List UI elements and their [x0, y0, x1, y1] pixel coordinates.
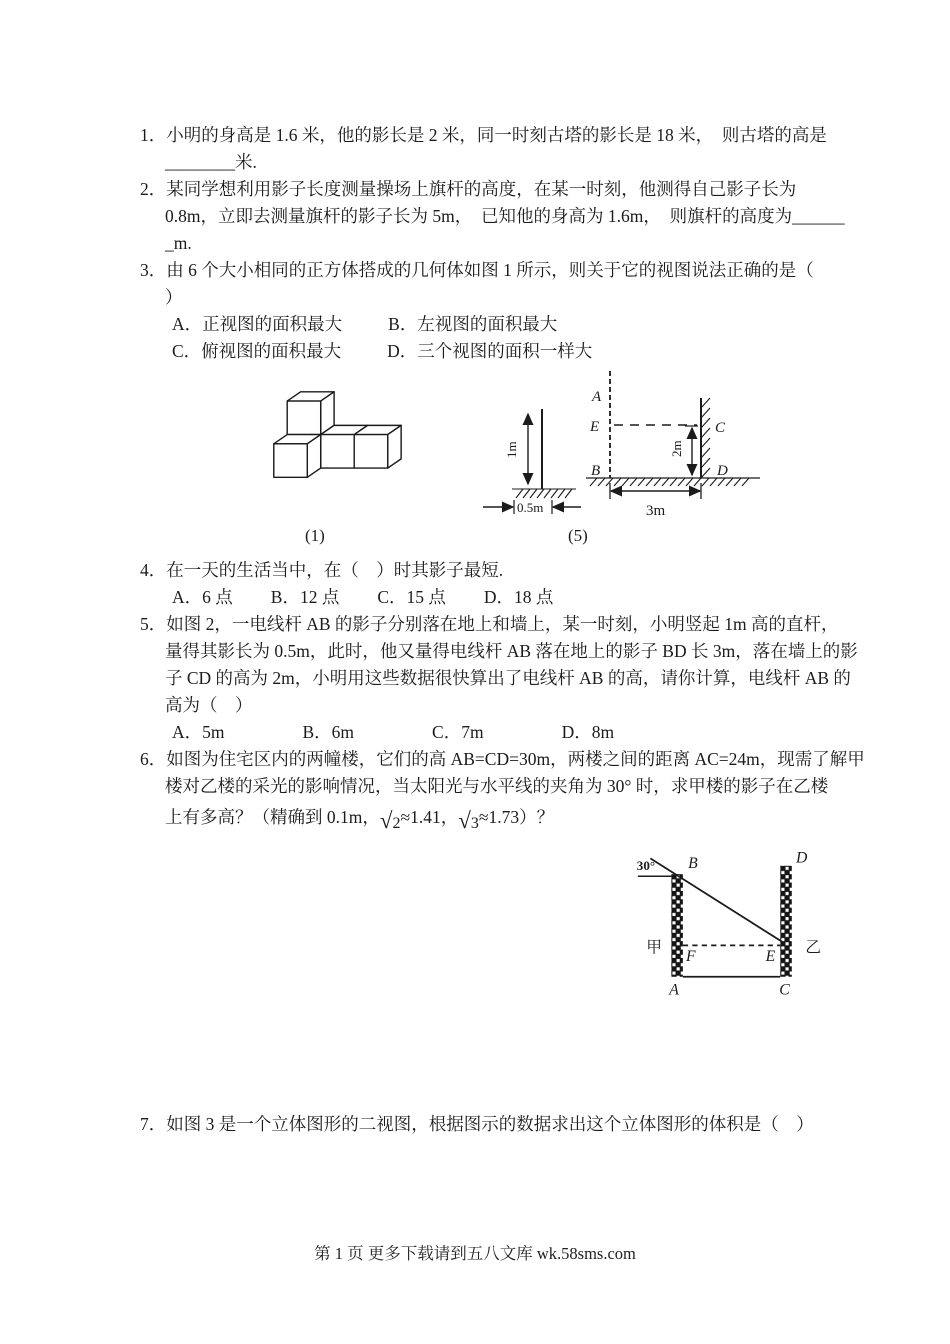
wall-span-label: 3m	[646, 503, 666, 519]
worksheet-content	[140, 122, 865, 1138]
question-5-line-1: 5．如图 2，一电线杆 AB 的影子分别落在地上和墙上，某一时刻，小明竖起 1m 高的直杆，	[140, 614, 839, 634]
radical-sign: √	[379, 808, 393, 833]
sun-angle-label: 30°	[636, 857, 656, 873]
sqrt-3: √3	[458, 808, 479, 833]
question-5-line-2: 量得其影长为 0.5m，此时，他又量得电线杆 AB 落在地上的影子 BD 长 3m，落在墙上的影	[165, 641, 858, 661]
option-a: A．正视图的面积最大	[172, 314, 343, 334]
option-b: B．12 点	[270, 587, 340, 607]
question-6-line-2: 楼对乙楼的采光的影响情况，当太阳光与水平线的夹角为 30° 时，求甲楼的影子在乙楼	[165, 776, 829, 796]
option-c: C．俯视图的面积最大	[172, 341, 342, 361]
question-6	[140, 746, 865, 1111]
question-5-options	[172, 719, 860, 746]
question-5-line-4: 高为（ ）	[165, 695, 253, 715]
radical-sign: √	[458, 808, 471, 833]
label-E: E	[590, 419, 600, 435]
question-1-line-1: 1．小明的身高是 1.6 米，他的影长是 2 米，同一时刻古塔的影长是 18 米， 则古塔的高是	[140, 125, 827, 145]
figure-5-caption: (5)	[568, 526, 588, 545]
question-4-line-1: 4．在一天的生活当中，在（ ）时其影子最短.	[140, 560, 504, 580]
sqrt-2: √2	[379, 808, 401, 833]
question-5-line-3: 子 CD 的高为 2m，小明用这些数据很快算出了电线杆 AB 的高，请你计算，电线杆 AB 的	[165, 668, 851, 688]
question-3-line-1: 3．由 6 个大小相同的正方体搭成的几何体如图 1 所示，则关于它的视图说法正确的是（	[140, 260, 814, 280]
option-a: A．5m	[172, 722, 225, 742]
question-3-line-2: ）	[165, 287, 183, 307]
question-5	[140, 611, 860, 746]
question-3	[140, 257, 860, 365]
label-yi: 乙	[805, 939, 822, 957]
question-1-line-2: ________米.	[165, 152, 257, 172]
question-3-options-row-1	[172, 311, 860, 338]
option-d: D．8m	[561, 722, 615, 742]
question-1	[140, 122, 860, 176]
stick-height-label: 1m	[504, 441, 519, 458]
label-D: D	[795, 849, 808, 867]
label-jia: 甲	[646, 939, 662, 957]
wall-height-label: 2m	[669, 440, 684, 457]
question-2-line-3: _m.	[165, 233, 192, 253]
label-A: A	[592, 389, 602, 405]
label-D: D	[717, 463, 728, 479]
label-C: C	[779, 981, 790, 999]
figure-1-caption: (1)	[305, 526, 325, 545]
label-E: E	[765, 948, 776, 966]
question-6-line-3-text: 上有多高？（精确到 0.1m，	[165, 807, 380, 827]
option-c: C．15 点	[377, 587, 446, 607]
label-A: A	[669, 981, 679, 999]
cube-solid-figure	[252, 389, 407, 517]
option-d: D．18 点	[483, 587, 554, 607]
building-yi	[780, 866, 792, 977]
page-footer: 第 1 页 更多下载请到五八文库 wk.58sms.com	[314, 1244, 636, 1263]
pole-wall-figure	[580, 365, 795, 523]
question-2-line-1: 2．某同学想利用影子长度测量操场上旗杆的高度，在某一时刻，他测得自己影子长为	[140, 179, 797, 199]
question-2	[140, 176, 860, 257]
question-4	[140, 557, 860, 611]
option-b: B．左视图的面积最大	[388, 314, 558, 334]
option-d: D．三个视图的面积一样大	[387, 341, 593, 361]
figures-row	[140, 365, 860, 557]
option-a: A．6 点	[172, 587, 233, 607]
two-buildings-figure	[625, 849, 835, 1004]
stick-shadow-label: 0.5m	[517, 500, 544, 515]
stick-shadow-figure	[478, 403, 583, 521]
question-6-figure-area	[140, 841, 860, 1111]
building-jia	[671, 874, 683, 977]
label-F: F	[686, 948, 696, 966]
option-c: C．7m	[432, 722, 484, 742]
question-6-line-1: 6．如图为住宅区内的两幢楼，它们的高 AB=CD=30m，两楼之间的距离 AC=24m，现需了解甲	[140, 749, 865, 769]
option-b: B．6m	[302, 722, 355, 742]
question-6-line-3-text: ≈1.73）？	[478, 807, 555, 827]
question-4-options	[172, 584, 860, 611]
label-B: B	[591, 463, 601, 479]
question-7	[140, 1111, 860, 1138]
question-7-line-1: 7．如图 3 是一个立体图形的二视图，根据图示的数据求出这个立体图形的体积是（ ）	[140, 1114, 814, 1134]
question-6-line-3-text: ≈1.41，	[400, 807, 459, 827]
question-6-line-3	[165, 800, 860, 841]
label-B: B	[688, 854, 698, 872]
label-C: C	[715, 420, 726, 436]
question-3-options-row-2	[172, 338, 860, 365]
question-2-line-2: 0.8m，立即去测量旗杆的影子长为 5m， 已知他的身高为 1.6m， 则旗杆的高度为______	[165, 206, 845, 226]
